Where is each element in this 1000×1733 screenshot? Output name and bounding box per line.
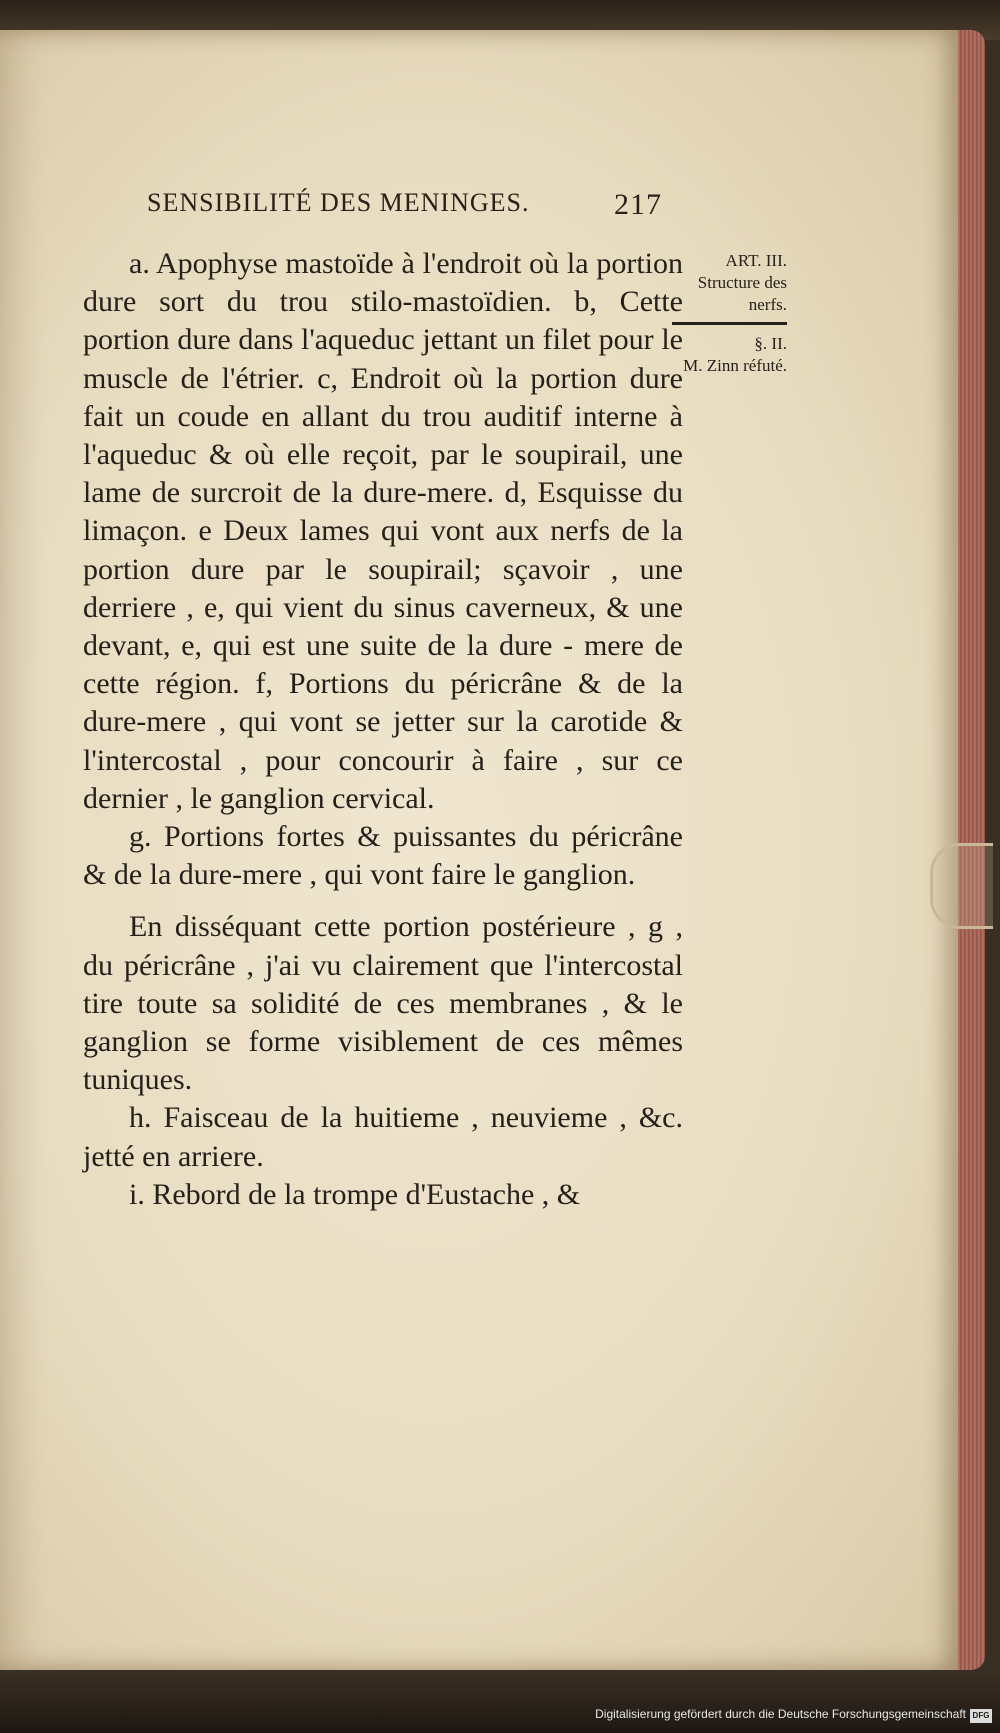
- body-text: [83, 245, 683, 1214]
- digitization-credit: Digitalisierung gefördert durch die Deutsche Forschungsgemeinschaft: [595, 1707, 966, 1721]
- margin-article: ART. III.: [725, 251, 787, 270]
- margin-section-title: M. Zinn réfuté.: [683, 356, 787, 375]
- scan-footer-bar: [0, 1670, 1000, 1733]
- margin-article-title: Structure des nerfs.: [697, 273, 787, 314]
- margin-section: §. II.: [754, 334, 787, 353]
- paragraph-i: i. Rebord de la trompe d'Eustache , &: [129, 1177, 581, 1211]
- bookmark-clip: [930, 843, 993, 929]
- paragraph-g: g. Portions fortes & puissantes du péricrâne & de la dure-mere , qui vont faire le ganglion.: [83, 820, 683, 892]
- margin-note: [672, 250, 787, 377]
- margin-divider: [672, 322, 787, 325]
- page-number: 217: [614, 188, 662, 221]
- paragraph-dissection: En disséquant cette portion postérieure , g , du péricrâne , j'ai vu clairement que l'intercostal tire toute sa solidité de ces membranes , & le ganglion se forme visiblement de ces mêmes tuniques.: [83, 910, 683, 1097]
- paragraph-a: a. Apophyse mastoïde à l'endroit où la portion dure sort du trou stilo-mastoïdien. b, Cette portion dure dans l'aqueduc jettant un filet pour le muscle de l'étrier. c, Endroit où la portion dure fait un coude en allant du trou auditif interne à l'aqueduc & où elle reçoit, par le soupirail, une lame de surcroit de la dure-mere. d, Esquisse du limaçon. e Deux lames qui vont aux nerfs de la portion dure par le soupirail; sçavoir , une derriere , e, qui vient du sinus caverneux, & une devant, e, qui est une suite de la dure - mere de cette région. f, Portions du péricrâne & de la dure-mere , qui vont se jetter sur la carotide & l'intercostal , pour concourir à faire , sur ce dernier , le ganglion cervical.: [83, 247, 683, 815]
- running-head: [147, 188, 662, 222]
- paragraph-h: h. Faisceau de la huitieme , neuvieme , &c. jetté en arriere.: [83, 1101, 683, 1173]
- dfg-logo: DFG: [970, 1709, 992, 1723]
- running-title: SENSIBILITÉ DES MENINGES.: [147, 188, 530, 217]
